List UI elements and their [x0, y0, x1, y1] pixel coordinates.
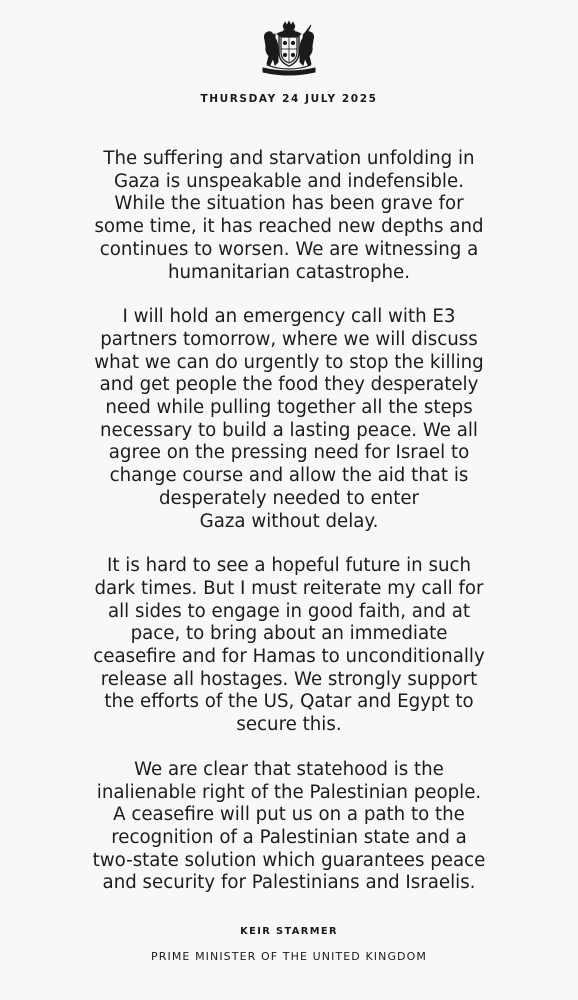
statement-date: THURSDAY 24 JULY 2025 — [200, 93, 378, 105]
statement-paragraph: It is hard to see a hopeful future in such dark times. But I must reiterate my call for all sides to engage in good faith, and at pace, to bring about an immediate ceasefire and for Hamas to unconditionally release all hostages. We strongly support the efforts of the US, Qatar and Egypt to secure this. — [93, 555, 485, 736]
royal-coat-of-arms-icon — [257, 20, 321, 80]
statement-paragraph: The suffering and starvation unfolding in Gaza is unspeakable and indefensible. While the situation has been grave for some time, it has reached new depths and continues to worsen. We are witnessing a humanitarian catastrophe. — [94, 148, 484, 283]
statement-paragraph: We are clear that statehood is the inalienable right of the Palestinian people. A ceasefire will put us on a path to the recognition of a Palestinian state and a two-state solution which guarantees peace and security for Palestinians and Israelis. — [92, 758, 486, 894]
signatory-name: KEIR STARMER — [240, 926, 338, 937]
statement-paragraph: I will hold an emergency call with E3 partners tomorrow, where we will discuss what we can do urgently to stop the killing and get people the food they desperately need while pulling together all the steps necessary to build a lasting peace. We all agree on the pressing need for Israel to change course and allow the aid that is desperately needed to enter Gaza without delay. — [94, 306, 484, 532]
signatory-title: PRIME MINISTER OF THE UNITED KINGDOM — [151, 950, 427, 963]
statement-body — [34, 148, 544, 917]
